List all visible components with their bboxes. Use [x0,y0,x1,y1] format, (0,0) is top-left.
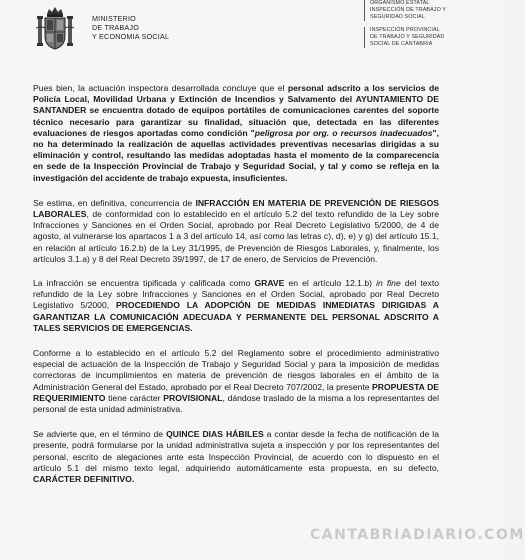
provincial-line: DE TRABAJO Y SEGURIDAD [370,34,445,40]
paragraph-conclusion: Pues bien, la actuación inspectora desarrollada concluye que el personal adscrito a los servicios de Policía Local, Movilidad Urbana y Extinción de Incendios y Salvamento del AYUNTAMIENTO DE SANTANDER se encuentra dotado de equipos portátiles de comunicaciones carentes del soporte técnico necesario para garantizar su finalidad, situación que, detectada en las diferentes evaluaciones de riesgos aportadas como condición "peligrosa por org. o recursos inadecuados", no ha determinado la realización de aquellas actividades preventivas necesarias dirigidas a su eliminación y control, resultando las medidas adoptadas hasta el momento de la comparecencia en sede de la Inspección Provincial de Trabajo y Seguridad Social, y tal y como se refleja en la investigación del accidente de trabajo expuesta, insuficientes. [33,83,439,183]
provincial-group [364,27,494,48]
ministry-name [92,14,169,41]
ministry-line: DE TRABAJO [92,23,139,32]
watermark: CANTABRIADIARIO.COM [310,527,525,543]
organism-line: INSPECCIÓN DE TRABAJO Y [370,7,447,13]
letterhead [0,0,499,70]
ministry-line: MINISTERIO [92,14,136,23]
coat-of-arms-icon [35,6,75,52]
organism-line: SEGURIDAD SOCIAL [370,14,425,20]
document-body [33,83,439,499]
organism-group [364,0,494,21]
paragraph-infraction: Se estima, en definitiva, concurrencia de INFRACCIÓN EN MATERIA DE PREVENCIÓN DE RIESGOS LABORALES, de conformidad con lo establecido en el artículo 5.2 del texto refundido de la Ley sobre Infracciones y Sanciones en el Orden Social, aprobado por Real Decreto Legislativo 5/2000, de 4 de agosto, al vulnerarse los apartacos 1 a 3 del artículo 14, así como las letras c), d), e) y g) del artículo 15.1, en relación al artículo 16.2.b) de la Ley 31/1995, de Prevención de Riesgos Laborales, y, finalmente, los artículos 3.1.a) y 8 del Real Decreto 39/1997, de 17 de enero, de Servicios de Prevención. [33,197,439,264]
provincial-line: SOCIAL DE CANTABRIA [370,41,433,47]
organism-line: ORGANISMO ESTATAL [370,0,430,6]
ministry-line: Y ECONOMIA SOCIAL [92,32,170,41]
paragraph-requirement: Conforme a lo establecido en el artículo 5.2 del Reglamento sobre el procedimiento administrativo especial de actuación de la Inspección de Trabajo y Seguridad Social y para la imposición de medidas correctoras de incumplimientos en materia de prevención de riesgos laborales en el ámbito de la Administración General del Estado, aprobado por el Real Decreto 707/2002, la presente PROPUESTA DE REQUERIMIENTO tiene carácter PROVISIONAL, dándose traslado de la misma a los representantes del personal de esta unidad administrativa. [33,348,440,415]
paragraph-deadline: Se advierte que, en el término de QUINCE DIAS HÁBILES a contar desde la fecha de notificación de la presente, podrá formularse por la unidad administrativa sujeta a inspección y por los representantes del personal, escrito de alegaciones ante esta Inspección Provincial, de acuerdo con lo dispuesto en el artículo 5.1 del mismo texto legal, adquiriendo automáticamente esta propuesta, en su defecto, CARÁCTER DEFINITIVO. [33,429,439,485]
paragraph-classification: La infracción se encuentra tipificada y calificada como GRAVE en el artículo 12.1.b) in fine del texto refundido de la Ley sobre Infracciones y Sanciones en el Orden Social, aprobado por Real Decreto Legislativo 5/2000, PROCEDIENDO LA ADOPCIÓN DE MEDIDAS INMEDIATAS DIRIGIDAS A GARANTIZAR LA COMUNICACIÓN ADECUADA Y PERMANENTE DEL PERSONAL ADSCRITO A TALES SERVICIOS DE EMERGENCIAS. [33,278,440,333]
provincial-line: INSPECCIÓN PROVINCIAL [370,27,440,33]
organism-block [364,0,494,48]
